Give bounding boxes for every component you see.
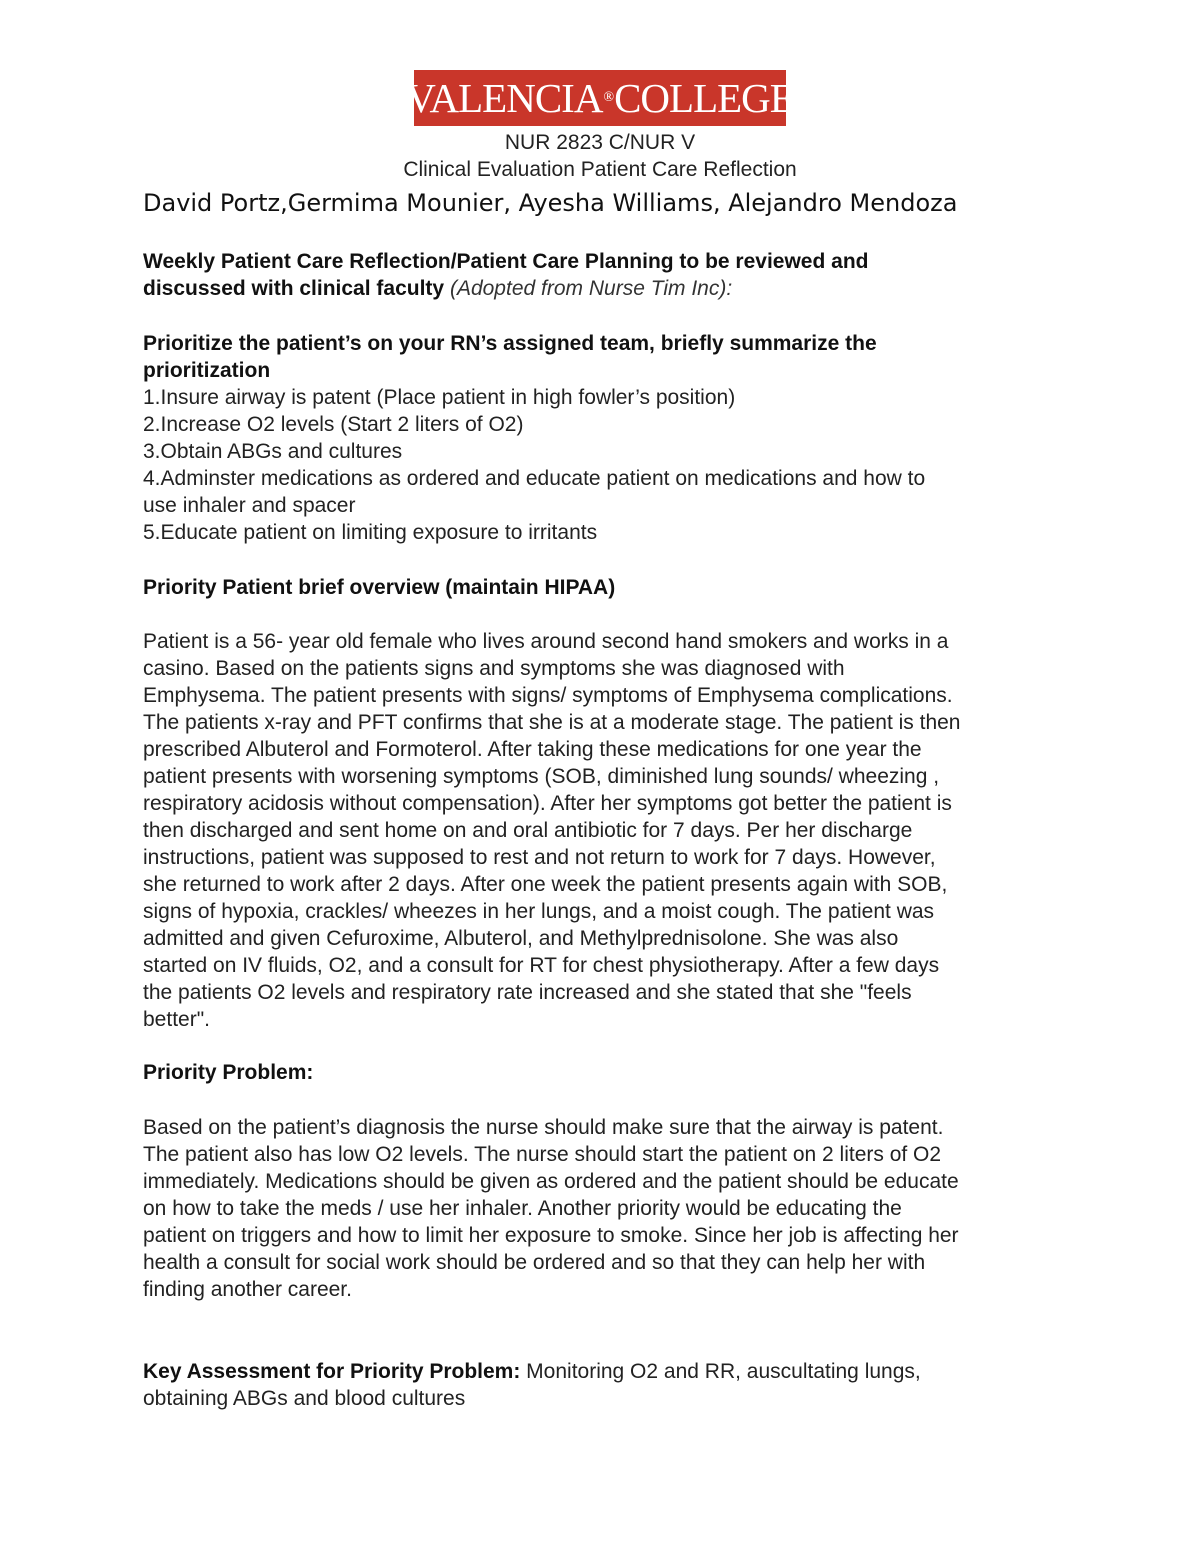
overview-line: prescribed Albuterol and Formoterol. After taking these medications for one year the: [143, 738, 922, 761]
overview-line: then discharged and sent home on and oral antibiotic for 7 days. Per her discharge: [143, 819, 913, 842]
overview-line: patient presents with worsening symptoms (SOB, diminished lung sounds/ wheezing ,: [143, 765, 940, 788]
prioritize-section: [143, 330, 1073, 546]
overview-line: signs of hypoxia, crackles/ wheezes in her lungs, and a moist cough. The patient was: [143, 900, 935, 923]
intro-section: [143, 248, 1073, 302]
assessment-label: Key Assessment for Priority Problem:: [143, 1360, 521, 1383]
problem-heading-block: [143, 1059, 1073, 1086]
problem-heading: Priority Problem:: [143, 1061, 314, 1084]
intro-heading-line1: Weekly Patient Care Reflection/Patient Care Planning to be reviewed and: [143, 250, 869, 273]
intro-heading-line2: discussed with clinical faculty: [143, 277, 445, 300]
logo-trademark: ®: [603, 90, 614, 105]
priority-list-item: use inhaler and spacer: [143, 494, 356, 517]
overview-line: The patients x-ray and PFT confirms that she is at a moderate stage. The patient is then: [143, 711, 961, 734]
overview-heading: Priority Patient brief overview (maintain HIPAA): [143, 576, 616, 599]
assessment-text-line2: obtaining ABGs and blood cultures: [143, 1387, 466, 1410]
overview-line: admitted and given Cefuroxime, Albuterol, and Methylprednisolone. She was also: [143, 927, 899, 950]
problem-line: Based on the patient’s diagnosis the nurse should make sure that the airway is patent.: [143, 1116, 944, 1139]
overview-line: better".: [143, 1008, 210, 1031]
assessment-text-line1: Monitoring O2 and RR, auscultating lungs,: [520, 1360, 921, 1383]
assessment-section: [143, 1358, 1073, 1412]
problem-paragraph: [143, 1114, 1073, 1303]
overview-line: Patient is a 56- year old female who lives around second hand smokers and works in a: [143, 630, 949, 653]
priority-list-item: 2.Increase O2 levels (Start 2 liters of O2): [143, 413, 524, 436]
priority-list-item: 1.Insure airway is patent (Place patient in high fowler’s position): [143, 386, 736, 409]
college-logo: [406, 70, 794, 126]
overview-line: casino. Based on the patients signs and symptoms she was diagnosed with: [143, 657, 845, 680]
logo-text-right: COLLEGE: [614, 74, 794, 121]
priority-list-item: 5.Educate patient on limiting exposure to irritants: [143, 521, 598, 544]
overview-line: instructions, patient was supposed to rest and not return to work for 7 days. However,: [143, 846, 936, 869]
prioritize-heading-line1: Prioritize the patient’s on your RN’s assigned team, briefly summarize the: [143, 332, 877, 355]
problem-line: The patient also has low O2 levels. The nurse should start the patient on 2 liters of O2: [143, 1143, 942, 1166]
problem-line: health a consult for social work should be ordered and so that they can help her with: [143, 1251, 926, 1274]
logo-text-left: VALENCIA: [406, 74, 603, 121]
overview-line: respiratory acidosis without compensation). After her symptoms got better the patient is: [143, 792, 952, 815]
priority-list-item: 3.Obtain ABGs and cultures: [143, 440, 403, 463]
document-title: Clinical Evaluation Patient Care Reflection: [403, 158, 797, 181]
overview-line: the patients O2 levels and respiratory rate increased and she stated that she "feels: [143, 981, 912, 1004]
problem-line: immediately. Medications should be given as ordered and the patient should be educate: [143, 1170, 959, 1193]
problem-line: on how to take the meds / use her inhaler. Another priority would be educating the: [143, 1197, 902, 1220]
overview-paragraph: [143, 628, 1073, 1033]
prioritize-heading-line2: prioritization: [143, 359, 271, 382]
intro-italic-note: (Adopted from Nurse Tim Inc):: [449, 277, 733, 300]
authors-line: David Portz,Germima Mounier, Ayesha Williams, Alejandro Mendoza: [143, 189, 958, 217]
course-code: NUR 2823 C/NUR V: [504, 131, 696, 154]
overview-heading-block: [143, 574, 1073, 601]
overview-line: started on IV fluids, O2, and a consult for RT for chest physiotherapy. After a few days: [143, 954, 940, 977]
problem-line: patient on triggers and how to limit her exposure to smoke. Since her job is affecting her: [143, 1224, 959, 1247]
problem-line: finding another career.: [143, 1278, 352, 1301]
overview-line: Emphysema. The patient presents with signs/ symptoms of Emphysema complications.: [143, 684, 953, 707]
overview-line: she returned to work after 2 days. After one week the patient presents again with SOB,: [143, 873, 948, 896]
priority-list-item: 4.Adminster medications as ordered and educate patient on medications and how to: [143, 467, 926, 490]
